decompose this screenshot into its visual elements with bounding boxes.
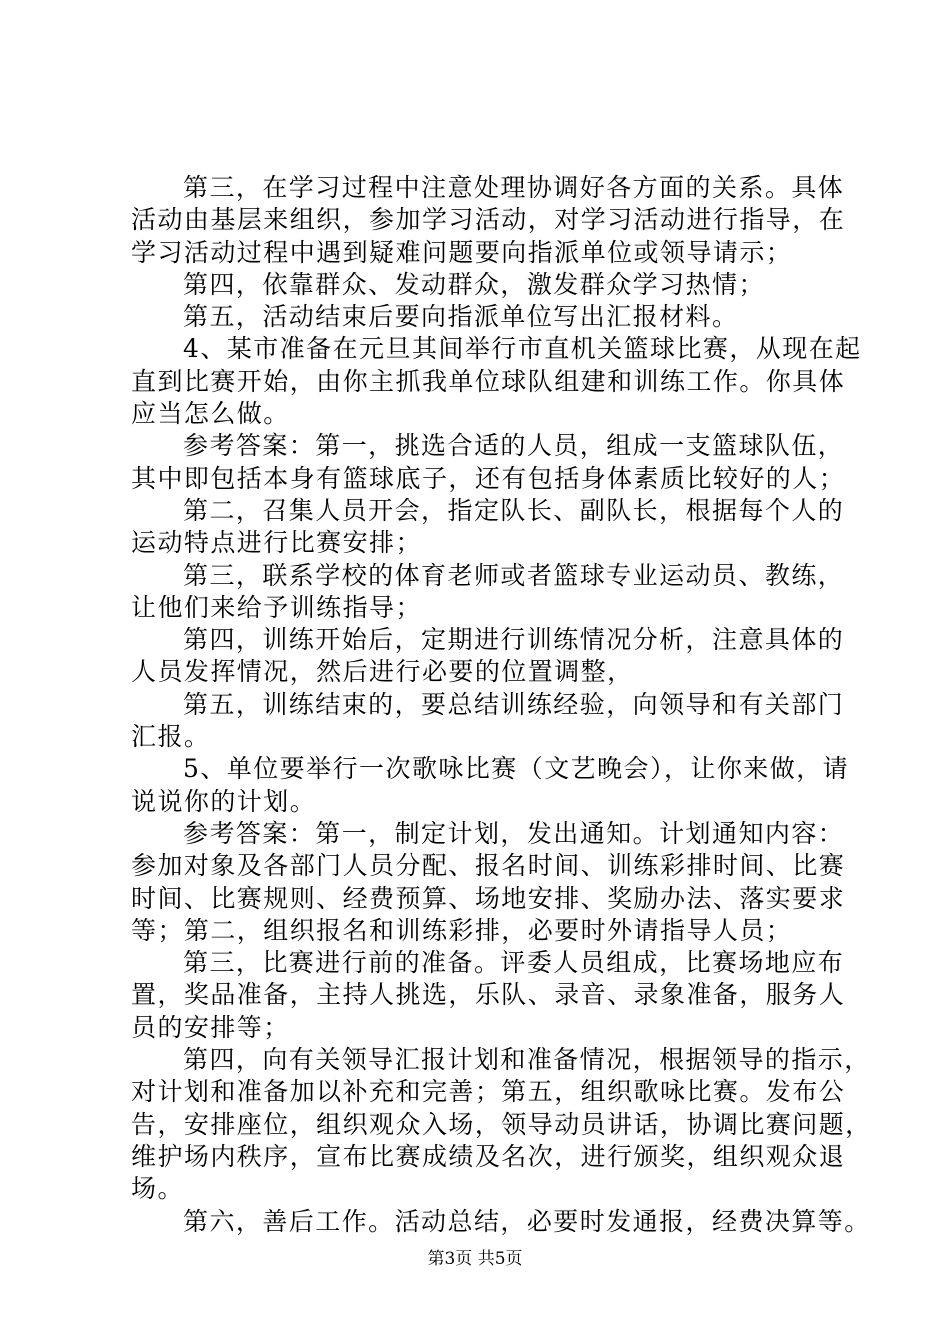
text-line: 第五，训练结束的，要总结训练经验，向领导和有关部门 [183, 689, 845, 719]
text-line: 对计划和准备加以补充和完善；第五，组织歌咏比赛。发布公 [131, 1077, 846, 1107]
text-line: 参加对象及各部门人员分配、报名时间、训练彩排时间、比赛 [131, 851, 846, 881]
text-line: 第三，比赛进行前的准备。评委人员组成，比赛场地应布 [183, 948, 845, 978]
text-line: 场。 [131, 1174, 184, 1204]
text-line: 第五，活动结束后要向指派单位写出汇报材料。 [183, 302, 739, 332]
text-line: 第六，善后工作。活动总结，必要时发通报，经费决算等。 [183, 1206, 871, 1236]
text-line: 直到比赛开始，由你主抓我单位球队组建和训练工作。你具体 [131, 366, 846, 396]
question-4-line: 4、某市准备在元旦其间举行市直机关篮球比赛，从现在起 [183, 334, 862, 364]
text-line: 置，奖品准备，主持人挑选，乐队、录音、录象准备，服务人 [131, 980, 846, 1010]
page-number-footer: 第3页 共5页 [427, 1249, 523, 1269]
text-line: 等；第二，组织报名和训练彩排，必要时外请指导人员； [131, 915, 793, 945]
question-5-line: 5、单位要举行一次歌咏比赛（文艺晚会），让你来做，请 [183, 754, 850, 784]
text-line: 时间、比赛规则、经费预算、场地安排、奖励办法、落实要求 [131, 883, 846, 913]
text-line: 第四，依靠群众、发动群众，激发群众学习热情； [183, 269, 765, 299]
text-line: 汇报。 [131, 722, 211, 752]
answer-line: 参考答案：第一，挑选合适的人员，组成一支篮球队伍， [183, 431, 845, 461]
text-line: 学习活动过程中遇到疑难问题要向指派单位或领导请示； [131, 237, 793, 267]
text-line: 活动由基层来组织，参加学习活动，对学习活动进行指导，在 [131, 205, 846, 235]
document-body [131, 172, 872, 1238]
text-line: 人员发挥情况，然后进行必要的位置调整， [131, 657, 634, 687]
text-line: 第三，联系学校的体育老师或者篮球专业运动员、教练， [183, 560, 845, 590]
text-line: 告，安排座位，组织观众入场，领导动员讲话，协调比赛问题， [131, 1109, 872, 1139]
text-line: 第二，召集人员开会，指定队长、副队长，根据每个人的 [183, 495, 845, 525]
text-line: 其中即包括本身有篮球底子，还有包括身体素质比较好的人； [131, 463, 846, 493]
text-line: 第三，在学习过程中注意处理协调好各方面的关系。具体 [183, 173, 845, 202]
text-line: 维护场内秩序，宣布比赛成绩及名次，进行颁奖，组织观众退 [131, 1141, 846, 1171]
text-line: 运动特点进行比赛安排； [131, 528, 422, 558]
text-line: 应当怎么做。 [131, 399, 290, 429]
text-line: 第四，向有关领导汇报计划和准备情况，根据领导的指示， [183, 1045, 871, 1075]
text-line: 说说你的计划。 [131, 786, 317, 816]
answer-line: 参考答案：第一，制定计划，发出通知。计划通知内容： [183, 818, 845, 848]
text-line: 让他们来给予训练指导； [131, 592, 422, 622]
text-line: 第四，训练开始后，定期进行训练情况分析，注意具体的 [183, 625, 845, 655]
text-line: 员的安排等； [131, 1012, 290, 1042]
